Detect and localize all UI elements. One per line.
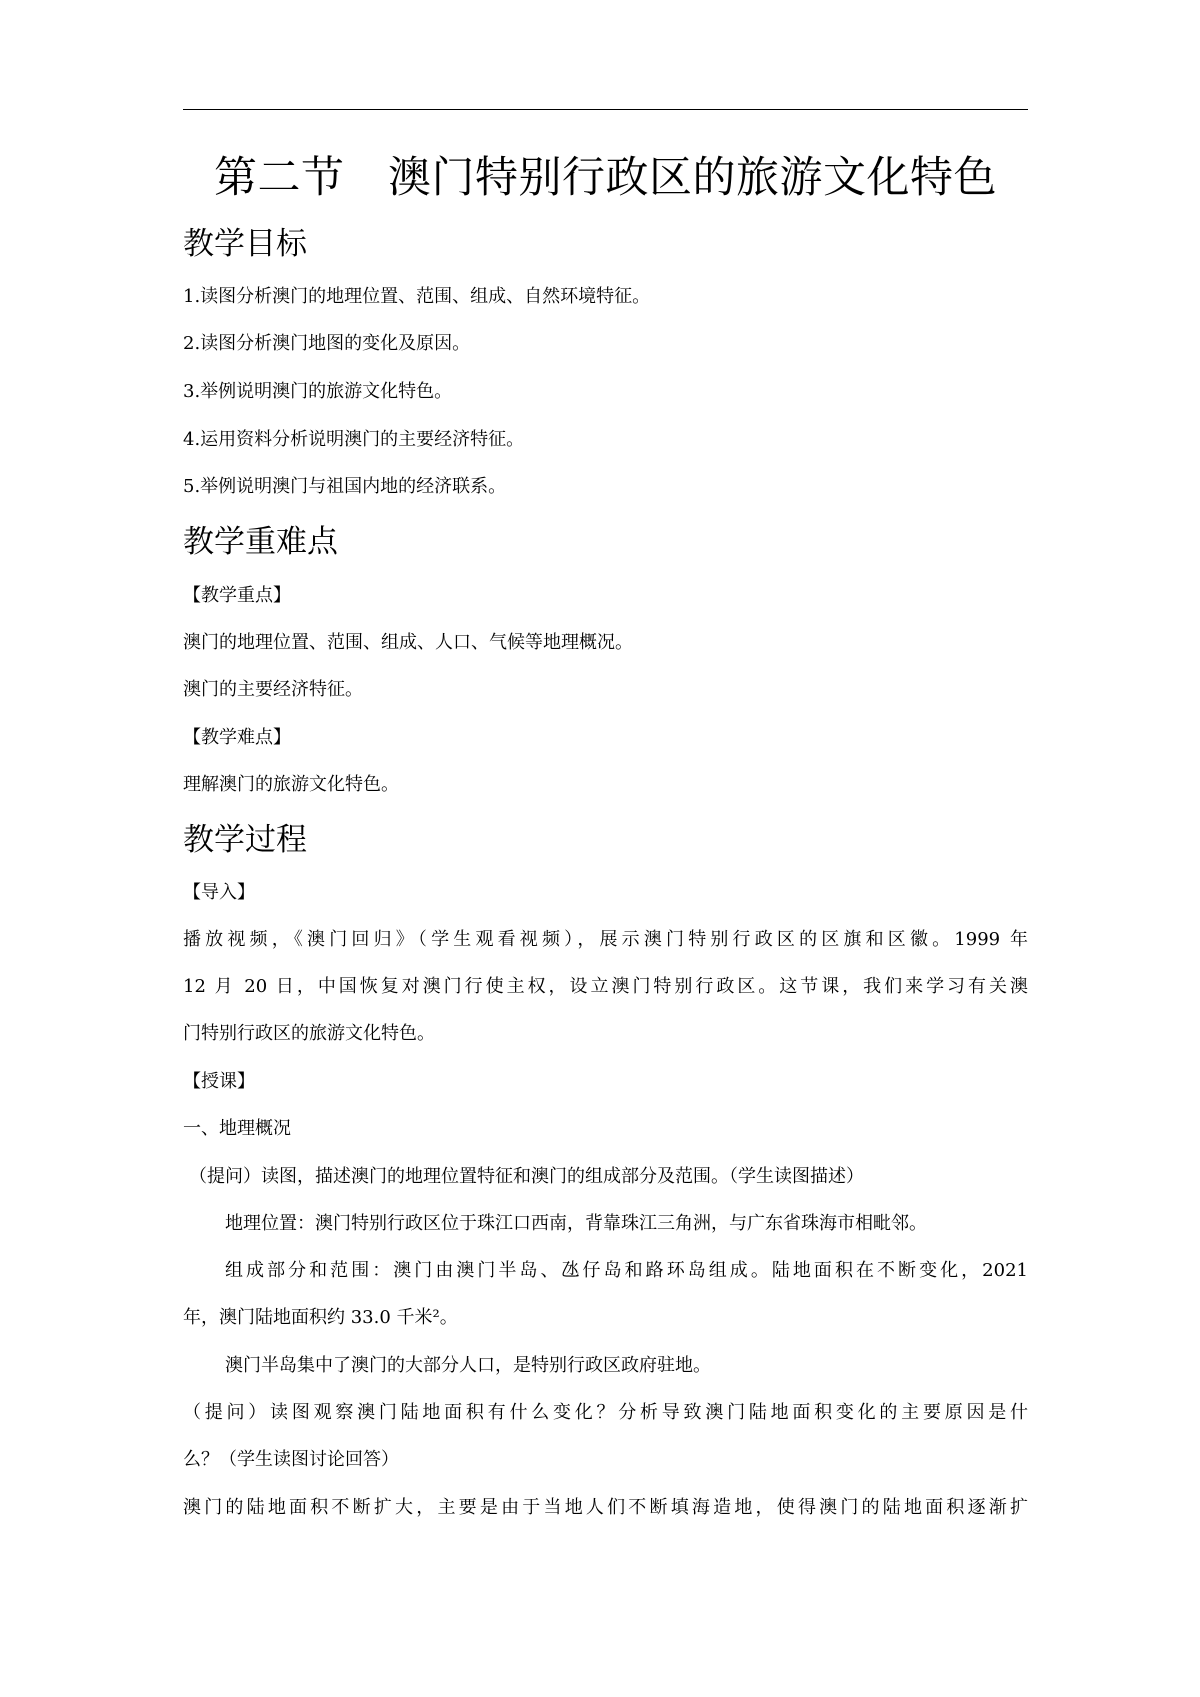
- part1-title: 一、地理概况: [183, 1118, 291, 1139]
- objectives-heading: 教学目标: [183, 226, 307, 262]
- objective-item: 4.运用资料分析说明澳门的主要经济特征。: [183, 429, 525, 450]
- page-title: 第二节 澳门特别行政区的旅游文化特色: [214, 153, 997, 203]
- objective-item: 3.举例说明澳门的旅游文化特色。: [183, 381, 453, 402]
- document-page: [183, 0, 1028, 1697]
- composition-line: 年，澳门陆地面积约 33.0 千米²。: [183, 1307, 458, 1328]
- question-1: （提问）读图，描述澳门的地理位置特征和澳门的组成部分及范围。（学生读图描述）: [189, 1166, 864, 1187]
- difficulty-item: 理解澳门的旅游文化特色。: [183, 774, 399, 795]
- location-paragraph: 地理位置：澳门特别行政区位于珠江口西南，背靠珠江三角洲，与广东省珠海市相毗邻。: [225, 1213, 927, 1234]
- focus-item: 澳门的主要经济特征。: [183, 679, 363, 700]
- objective-item: 1.读图分析澳门的地理位置、范围、组成、自然环境特征。: [183, 286, 651, 307]
- header-rule: [183, 109, 1028, 110]
- intro-paragraph: [183, 928, 1028, 1069]
- composition-line: 组成部分和范围：澳门由澳门半岛、氹仔岛和路环岛组成。陆地面积在不断变化，2021: [225, 1260, 1028, 1281]
- lecture-label: 【授课】: [183, 1071, 255, 1092]
- difficulty-label: 【教学难点】: [183, 727, 291, 748]
- answer-2: 澳门的陆地面积不断扩大，主要是由于当地人们不断填海造地，使得澳门的陆地面积逐渐扩: [183, 1497, 1028, 1518]
- intro-line: 门特别行政区的旅游文化特色。: [183, 1023, 435, 1044]
- intro-label: 【导入】: [183, 882, 255, 903]
- key-points-heading: 教学重难点: [183, 524, 338, 560]
- composition-paragraph: [183, 1259, 1028, 1353]
- question-2: [183, 1401, 1028, 1495]
- focus-item: 澳门的地理位置、范围、组成、人口、气候等地理概况。: [183, 632, 633, 653]
- focus-label: 【教学重点】: [183, 585, 291, 606]
- intro-line: 12 月 20 日，中国恢复对澳门行使主权，设立澳门特别行政区。这节课，我们来学习有关澳: [183, 976, 1028, 997]
- question-2-line: （提问）读图观察澳门陆地面积有什么变化？分析导致澳门陆地面积变化的主要原因是什: [183, 1402, 1028, 1423]
- intro-line: 播放视频，《澳门回归》（学生观看视频），展示澳门特别行政区的区旗和区徽。1999 年: [183, 929, 1028, 950]
- peninsula-paragraph: 澳门半岛集中了澳门的大部分人口，是特别行政区政府驻地。: [225, 1355, 711, 1376]
- process-heading: 教学过程: [183, 822, 307, 858]
- objective-item: 5.举例说明澳门与祖国内地的经济联系。: [183, 476, 507, 497]
- objective-item: 2.读图分析澳门地图的变化及原因。: [183, 333, 471, 354]
- question-2-line: 么？（学生读图讨论回答）: [183, 1449, 399, 1470]
